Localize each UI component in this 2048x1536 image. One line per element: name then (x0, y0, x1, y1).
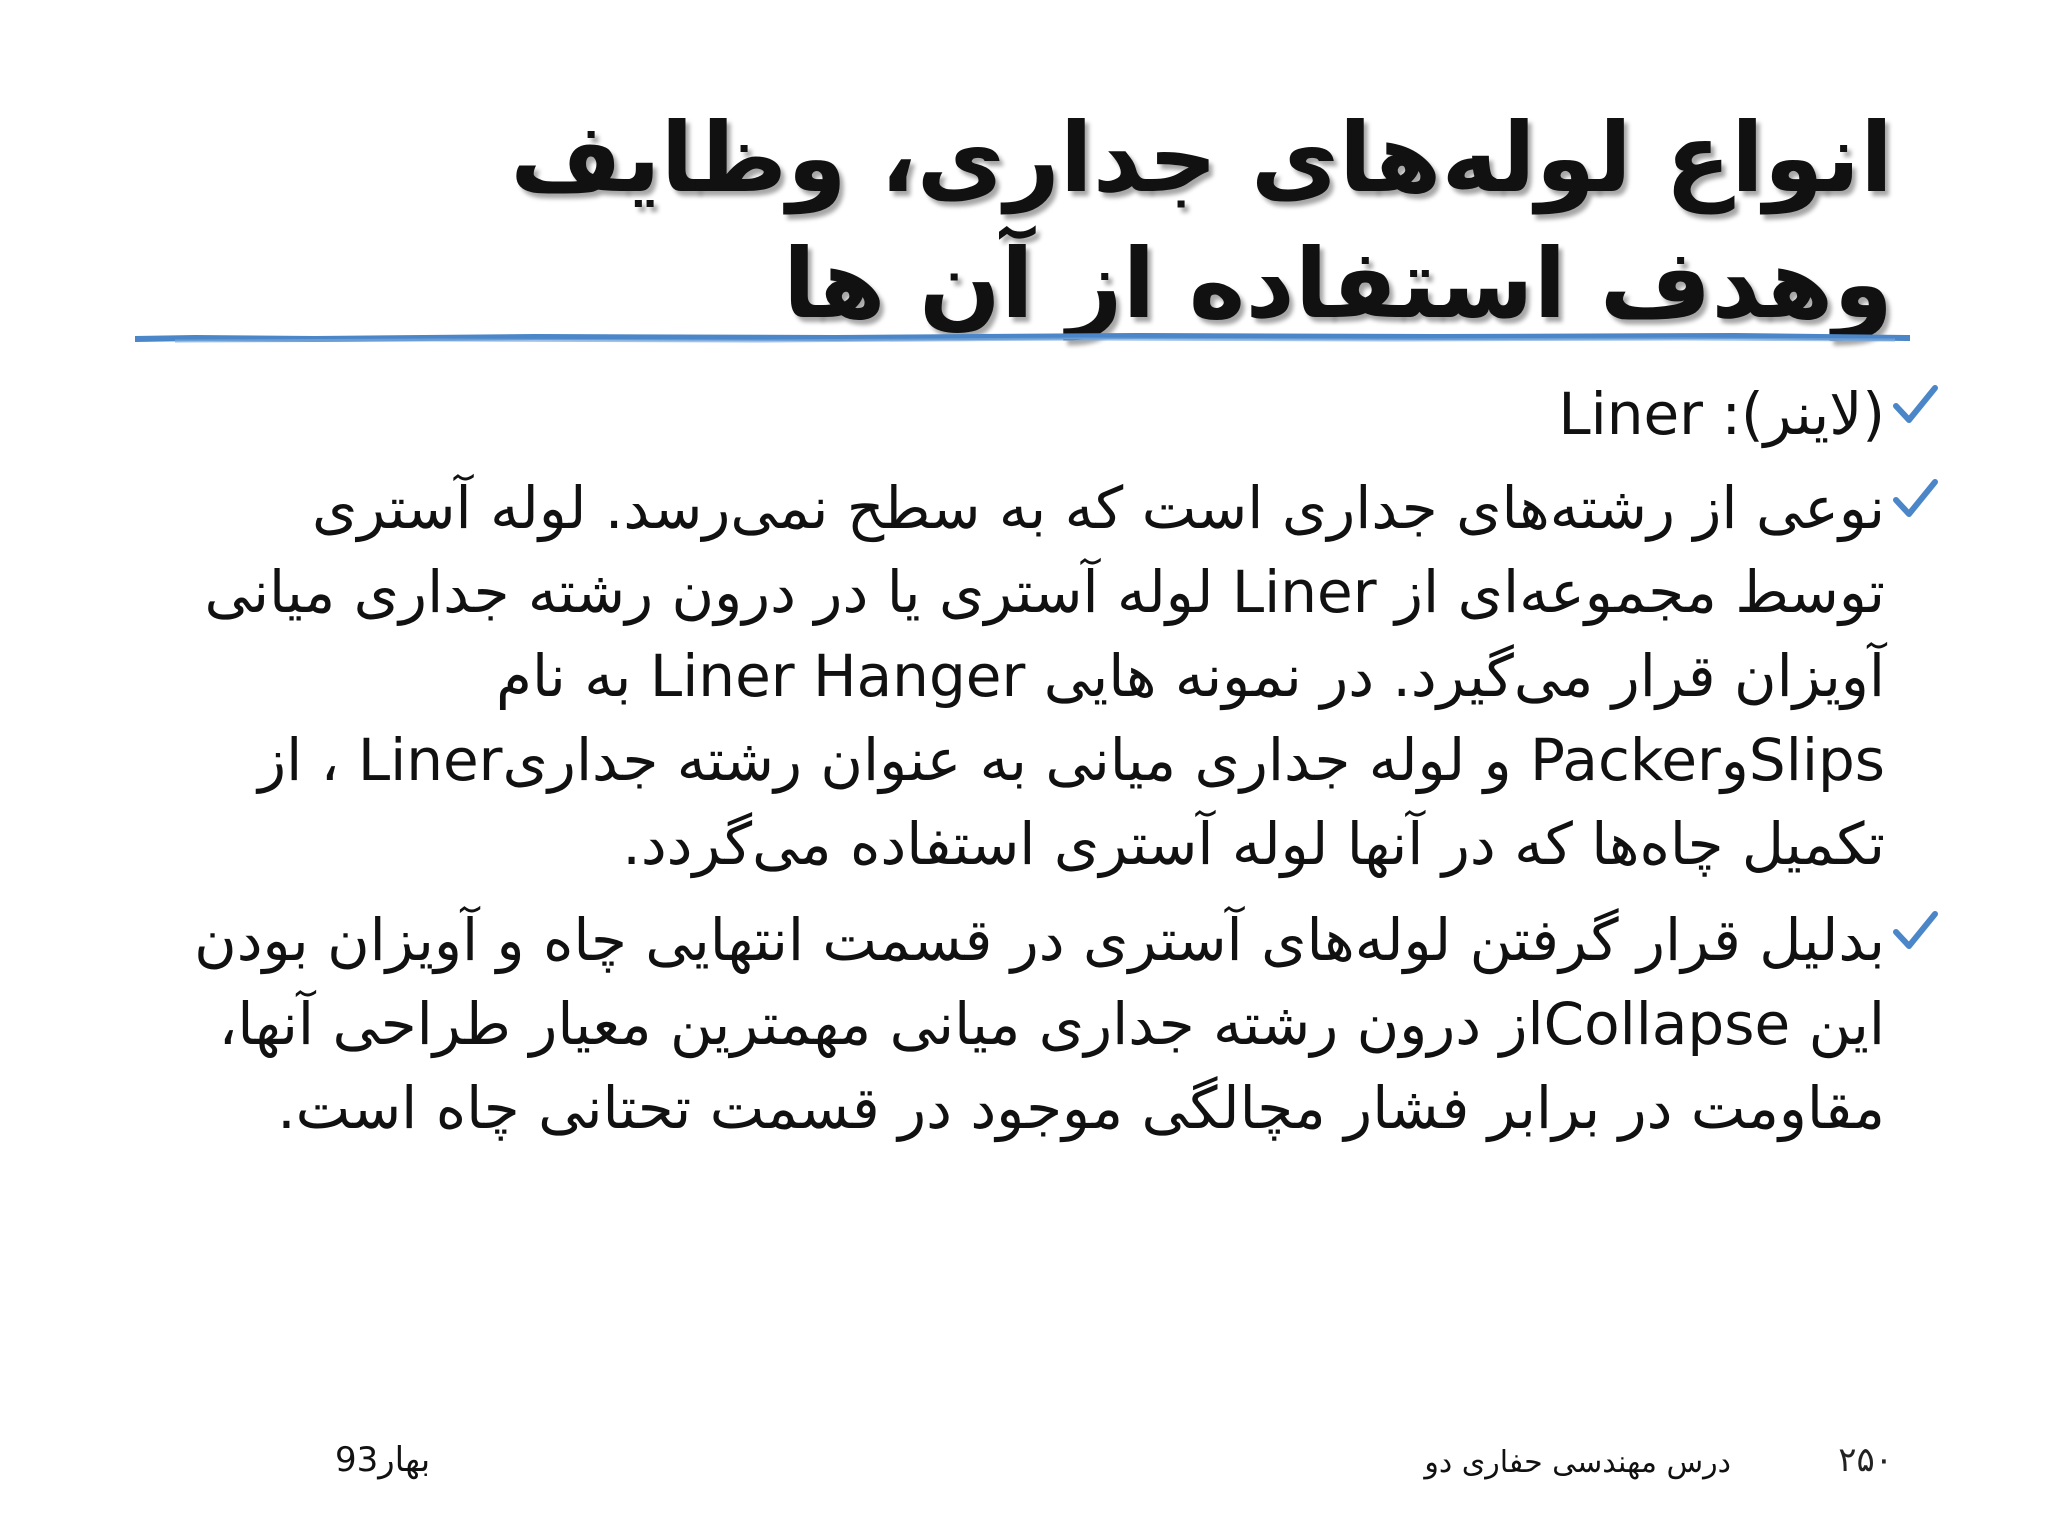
slide-content (180, 372, 1940, 1150)
check-icon (1890, 380, 1940, 430)
bullet-item-2 (180, 466, 1940, 886)
bullet-2-text-part: لوله آستری یا در درون رشته جداری میانی آویزان قرار می‌گیرد. در نمونه هایی (204, 558, 1885, 710)
bullet-2-term-liner: Liner (1231, 558, 1377, 626)
bullet-3-term-collapse: Collapse (1543, 990, 1791, 1058)
bullet-3-text-part: بدلیل قرار گرفتن لوله‌های آستری در قسمت انتهایی چاه و آویزان بودن این (194, 906, 1885, 1058)
footer-season: بهار93 (335, 1440, 431, 1480)
slide-title: انواع لوله‌های جداری، وظایف وهدف استفاده از آن ها (510, 102, 1893, 340)
bullet-item-3 (180, 898, 1940, 1150)
bullet-1-text: (لاینر): (1721, 380, 1885, 448)
slide-number: ۲۵۰ (1838, 1440, 1893, 1480)
bullet-2-text-part: و لوله جداری میانی به عنوان رشته جداری (502, 726, 1512, 794)
title-divider (135, 330, 1910, 346)
bullet-item-1 (180, 372, 1940, 456)
bullet-2-term-liner-hanger: Liner Hanger (649, 642, 1026, 710)
bullet-1-term: Liner (1558, 380, 1704, 448)
footer-course-title: درس مهندسی حفاری دو (1424, 1445, 1731, 1480)
check-icon (1890, 906, 1940, 956)
bullet-3-text-part: از درون رشته جداری میانی مهمترین معیار طراحی آنها، مقاومت در برابر فشار مچالگی موجود در قسمت تحتانی چاه است. (218, 990, 1885, 1142)
bullet-2-term-liner: Liner (357, 726, 503, 794)
bullet-2-term-slips: Slips (1748, 726, 1885, 794)
bullet-2-text-part: و (1720, 726, 1749, 794)
bullet-2-text-part: ، از تکمیل چاه‌ها که در آنها لوله آستری استفاده می‌گردد. (258, 726, 1885, 878)
bullet-2-text-part: به نام (496, 642, 632, 710)
bullet-2-term-packer: Packer (1530, 726, 1721, 794)
bullet-2-text-part: نوعی از رشته‌های جداری است که به سطح نمی‌رسد. لوله آستری توسط مجموعه‌ای از (312, 474, 1885, 626)
check-icon (1890, 474, 1940, 524)
